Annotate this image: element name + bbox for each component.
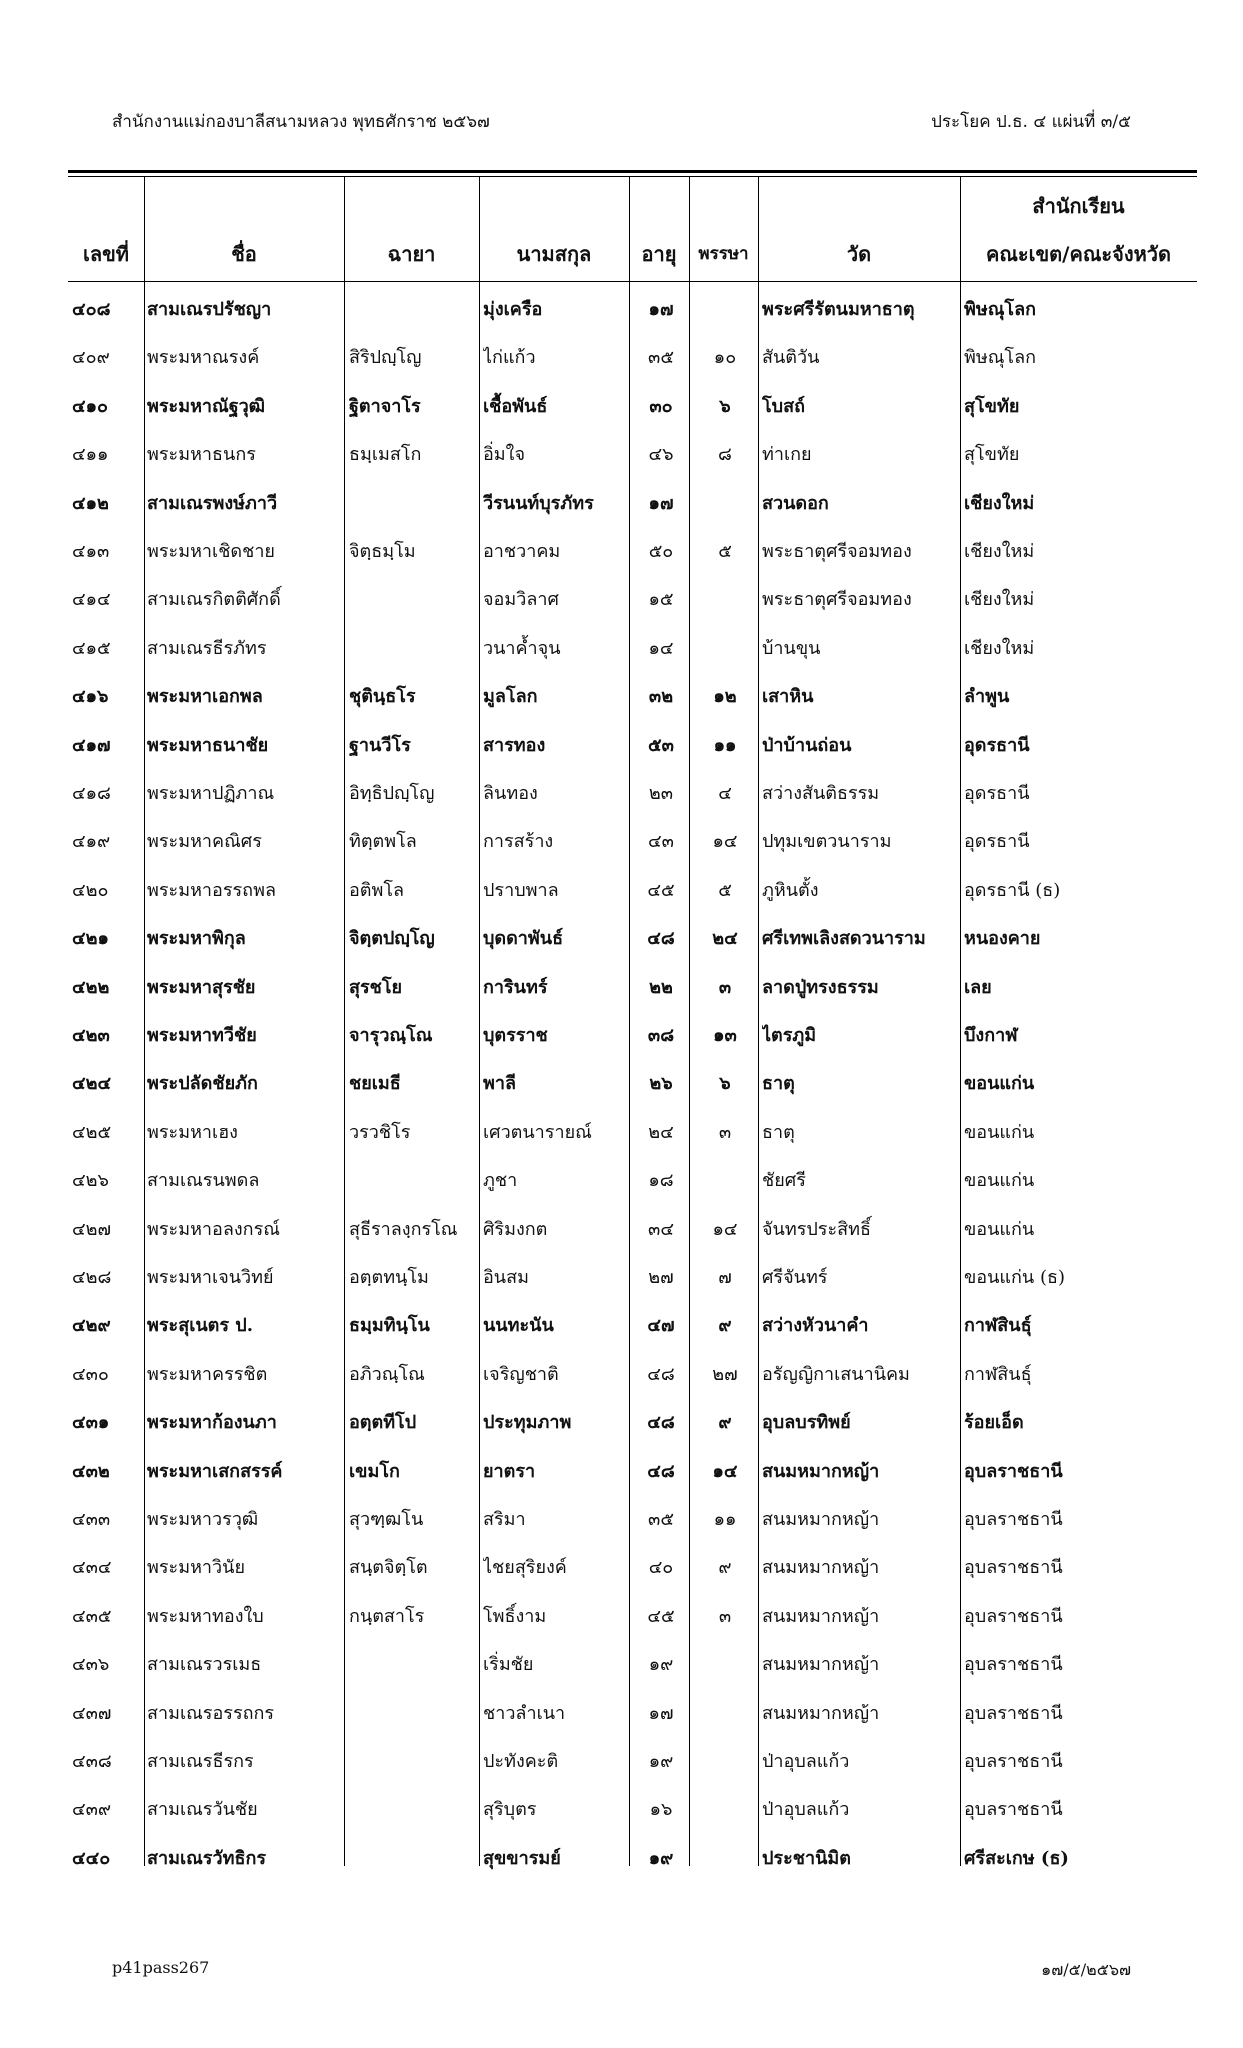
row-name: พระมหาอลงกรณ์ (147, 1218, 280, 1240)
row-age: ๔๕ (647, 1605, 675, 1627)
row-wat: สว่างสันติธรรม (762, 783, 880, 804)
row-chaya: กนฺตสาโร (349, 1605, 425, 1627)
table-row (0, 1395, 1243, 1443)
row-wat: ภูหินตั้ง (762, 879, 819, 901)
row-wat: บ้านขุน (762, 637, 821, 659)
row-surname: เศวตนารายณ์ (483, 1121, 592, 1143)
table-row (0, 1298, 1243, 1346)
row-office: พิษณุโลก (964, 299, 1037, 320)
row-number: ๔๓๒ (72, 1460, 110, 1482)
row-chaya: ธมฺเมสโก (349, 444, 422, 466)
row-surname: สริมา (483, 1509, 526, 1530)
header-office-line2: คณะเขต/คณะจังหวัด (985, 242, 1172, 266)
row-name: พระมหาธนกร (147, 444, 256, 466)
table-row (0, 911, 1243, 959)
row-phansa: ๒๗ (712, 1363, 738, 1385)
row-number: ๔๒๔ (72, 1073, 112, 1095)
row-office: อุบลราชธานี (964, 1557, 1063, 1579)
table-row (0, 1540, 1243, 1588)
row-surname: ชาวลำเนา (483, 1702, 566, 1724)
row-wat: ป่าอุบลแก้ว (762, 1799, 850, 1821)
header-office-line1: สำนักเรียน (1032, 194, 1125, 218)
row-chaya: อตฺตทีโป (349, 1412, 417, 1434)
row-number: ๔๒๙ (72, 1315, 111, 1337)
row-phansa: ๙ (718, 1315, 732, 1337)
row-name: พระมหาครรชิต (147, 1363, 268, 1385)
row-name: พระมหาเสกสรรค์ (147, 1460, 283, 1482)
row-name: สามเณรวัทธิกร (147, 1847, 267, 1869)
row-surname: สุริบุตร (483, 1799, 537, 1821)
row-wat: สว่างหัวนาคำ (762, 1315, 869, 1337)
row-surname: ไชยสุริยงค์ (483, 1557, 567, 1579)
row-number: ๔๑๘ (72, 783, 111, 804)
row-name: พระมหาปฏิภาณ (147, 783, 275, 804)
row-number: ๔๓๙ (72, 1799, 112, 1821)
table-row (0, 863, 1243, 911)
row-chaya: ทิตฺตพโล (349, 831, 417, 853)
row-wat: สนมหมากหญ้า (762, 1557, 880, 1579)
row-number: ๔๓๑ (72, 1412, 110, 1434)
row-surname: ศิริมงกต (483, 1218, 548, 1240)
row-office: อุบลราชธานี (964, 1799, 1063, 1821)
row-age: ๒๔ (648, 1121, 674, 1143)
row-age: ๒๒ (649, 976, 673, 998)
row-name: พระมหาณรงค์ (147, 347, 260, 369)
row-office: อุบลราชธานี (964, 1654, 1063, 1676)
header-chaya: ฉายา (387, 242, 436, 266)
row-phansa: ๑๔ (712, 1460, 738, 1482)
row-surname: นนทะนัน (483, 1315, 554, 1337)
row-surname: วนาค้ำจุน (483, 637, 561, 659)
row-surname: เริ่มชัย (483, 1654, 534, 1676)
row-number: ๔๓๕ (72, 1605, 112, 1627)
row-age: ๔๓ (648, 831, 674, 853)
row-wat: ชัยศรี (762, 1170, 806, 1192)
row-wat: สนมหมากหญ้า (762, 1605, 880, 1627)
row-name: พระมหาทวีชัย (147, 1025, 257, 1046)
row-wat: เสาหิน (762, 686, 814, 708)
row-chaya: ชยเมธี (349, 1073, 401, 1095)
row-chaya: เขมโก (349, 1460, 400, 1482)
row-name: สามเณรกิตติศักดิ์ (147, 589, 281, 611)
table-row (0, 718, 1243, 766)
row-wat: ศรีเทพเลิงสดวนาราม (762, 928, 926, 950)
row-name: สามเณรวันชัย (147, 1799, 258, 1821)
row-surname: บุดดาพันธ์ (483, 928, 564, 950)
row-name: สามเณรพงษ์ภาวี (147, 492, 278, 514)
row-office: อุดรธานี (964, 783, 1030, 804)
row-number: ๔๑๙ (72, 831, 111, 853)
row-name: พระมหาทองใบ (147, 1605, 264, 1627)
row-number: ๔๓๗ (72, 1702, 112, 1724)
row-number: ๔๑๒ (72, 492, 109, 514)
row-wat: ป่าบ้านถ่อน (762, 734, 852, 756)
row-office: กาฬสินธุ์ (964, 1363, 1032, 1385)
row-phansa: ๕ (718, 541, 732, 562)
row-chaya: อิทฺธิปญฺโญ (349, 783, 435, 804)
row-office: เชียงใหม่ (964, 589, 1035, 611)
table-row (0, 1347, 1243, 1395)
row-age: ๑๙ (648, 1751, 674, 1772)
row-office: สุโขทัย (964, 395, 1020, 417)
row-office: เลย (964, 976, 992, 998)
row-phansa: ๑๑ (713, 1509, 737, 1530)
table-row (0, 1831, 1243, 1879)
row-phansa: ๘ (718, 444, 732, 466)
row-surname: อินสม (483, 1267, 529, 1288)
row-phansa: ๖ (719, 395, 731, 417)
row-phansa: ๔ (718, 783, 732, 804)
row-phansa: ๙ (718, 1412, 732, 1434)
table-row (0, 524, 1243, 572)
row-phansa: ๓ (718, 1605, 732, 1627)
row-number: ๔๑๐ (72, 395, 109, 417)
row-name: พระปลัดชัยภัก (147, 1073, 258, 1095)
table-row (0, 282, 1243, 330)
row-office: เชียงใหม่ (964, 637, 1035, 659)
row-age: ๔๖ (648, 444, 674, 466)
row-age: ๓๒ (648, 686, 674, 708)
table-row (0, 330, 1243, 378)
row-office: อุบลราชธานี (964, 1751, 1063, 1772)
row-wat: ไตรภูมิ (762, 1025, 817, 1046)
row-office: อุบลราชธานี (964, 1702, 1063, 1724)
row-wat: สนมหมากหญ้า (762, 1702, 880, 1724)
row-office: เชียงใหม่ (964, 492, 1035, 514)
row-age: ๓๘ (647, 1025, 675, 1046)
row-phansa: ๑๓ (713, 1025, 737, 1046)
row-surname: สารทอง (483, 734, 546, 756)
row-name: สามเณรอรรถกร (147, 1702, 275, 1724)
table-row (0, 960, 1243, 1008)
row-number: ๔๔๐ (72, 1847, 111, 1869)
row-name: พระมหาวินัย (147, 1557, 245, 1579)
row-age: ๔๘ (647, 928, 675, 950)
row-office: อุดรธานี (964, 734, 1030, 756)
row-surname: ปราบพาล (483, 879, 559, 901)
row-chaya: สุวฑฺฒโน (349, 1509, 424, 1530)
row-phansa: ๓ (718, 976, 732, 998)
row-chaya: อติพโล (349, 879, 405, 901)
row-office: เชียงใหม่ (964, 541, 1035, 562)
row-number: ๔๒๒ (72, 976, 110, 998)
table-row (0, 766, 1243, 814)
row-number: ๔๑๓ (72, 541, 110, 562)
row-wat: สนมหมากหญ้า (762, 1460, 880, 1482)
row-chaya: สุรชโย (349, 976, 403, 998)
row-name: พระมหาก้องนภา (147, 1412, 277, 1434)
row-phansa: ๑๔ (712, 831, 738, 853)
row-number: ๔๓๔ (72, 1557, 112, 1579)
row-age: ๔๘ (647, 1412, 675, 1434)
row-wat: พระธาตุศรีจอมทอง (762, 541, 912, 562)
row-chaya: อตฺตทนฺโม (349, 1267, 429, 1288)
row-name: พระมหาธนาชัย (147, 734, 269, 756)
row-office: พิษณุโลก (964, 347, 1037, 369)
table-row (0, 621, 1243, 669)
header-name: ชื่อ (231, 242, 257, 266)
row-office: อุดรธานี (964, 831, 1030, 853)
row-chaya: ชุตินฺธโร (349, 686, 416, 708)
row-age: ๑๖ (649, 1799, 673, 1821)
row-age: ๒๖ (649, 1073, 673, 1095)
row-office: อุดรธานี (ธ) (964, 879, 1061, 901)
row-name: พระมหาสุรชัย (147, 976, 256, 998)
row-number: ๔๑๗ (72, 734, 111, 756)
row-name: พระสุเนตร ป. (147, 1315, 253, 1337)
footer-code: p41pass267 (112, 1958, 210, 1977)
row-age: ๒๗ (648, 1267, 674, 1288)
row-phansa: ๖ (719, 1073, 731, 1095)
row-office: ร้อยเอ็ด (964, 1412, 1024, 1434)
row-age: ๑๗ (648, 299, 674, 320)
row-wat: อรัญญิกาเสนานิคม (762, 1363, 910, 1385)
row-age: ๓๕ (648, 1509, 674, 1530)
row-surname: บุตรราช (483, 1025, 548, 1046)
table-row (0, 427, 1243, 475)
table-row (0, 1589, 1243, 1637)
row-number: ๔๒๘ (72, 1267, 112, 1288)
row-number: ๔๐๙ (72, 347, 110, 369)
row-age: ๓๐ (649, 395, 673, 417)
row-office: ขอนแก่น (ธ) (964, 1267, 1065, 1288)
row-chaya: อภิวณฺโณ (349, 1363, 425, 1385)
table-row (0, 1492, 1243, 1540)
row-age: ๔๘ (647, 1363, 675, 1385)
row-chaya: สิริปญฺโญ (349, 347, 422, 369)
table-row (0, 1056, 1243, 1104)
row-age: ๔๐ (648, 1557, 674, 1579)
row-surname: เชื้อพันธ์ (483, 395, 548, 417)
table-row (0, 476, 1243, 524)
row-age: ๑๘ (648, 1170, 674, 1192)
table-row (0, 1105, 1243, 1153)
row-phansa: ๙ (718, 1557, 732, 1579)
table-row (0, 1734, 1243, 1782)
row-number: ๔๒๐ (72, 879, 109, 901)
row-wat: ป่าอุบลแก้ว (762, 1751, 850, 1772)
table-row (0, 1153, 1243, 1201)
row-chaya: จิตฺตปญฺโญ (349, 928, 435, 950)
row-phansa: ๑๑ (713, 734, 737, 756)
row-surname: การสร้าง (483, 831, 554, 853)
row-age: ๔๘ (647, 1460, 675, 1482)
row-surname: ประทุมภาพ (483, 1412, 572, 1434)
row-number: ๔๑๕ (72, 637, 111, 659)
row-surname: มุ่งเครือ (483, 299, 543, 320)
table-row (0, 814, 1243, 862)
row-surname: โพธิ์งาม (483, 1605, 547, 1627)
row-office: อุบลราชธานี (964, 1605, 1063, 1627)
row-surname: อิ่มใจ (483, 444, 526, 466)
row-wat: สนมหมากหญ้า (762, 1654, 880, 1676)
row-age: ๕๐ (648, 541, 674, 562)
table-row (0, 1782, 1243, 1830)
row-age: ๔๗ (647, 1315, 675, 1337)
row-office: ขอนแก่น (964, 1218, 1035, 1240)
row-number: ๔๓๖ (72, 1654, 110, 1676)
row-name: สามเณรธีรภัทร (147, 637, 267, 659)
row-phansa: ๕ (718, 879, 732, 901)
row-office: อุบลราชธานี (964, 1509, 1063, 1530)
row-surname: ยาตรา (483, 1460, 536, 1482)
table-top-rule-thick (68, 170, 1197, 173)
header-surname: นามสกุล (516, 242, 592, 266)
row-office: กาฬสินธุ์ (964, 1315, 1032, 1337)
table-row (0, 1250, 1243, 1298)
row-office: อุบลราชธานี (964, 1460, 1063, 1482)
row-name: สามเณรธีรกร (147, 1751, 254, 1772)
row-wat: ประชานิมิต (762, 1847, 851, 1869)
table-top-rule-thin (68, 176, 1197, 177)
table-row (0, 1686, 1243, 1734)
row-age: ๕๓ (648, 734, 674, 756)
header-page-info: ประโยค ป.ธ. ๔ แผ่นที่ ๓/๕ (931, 112, 1131, 132)
row-wat: พระศรีรัตนมหาธาตุ (762, 299, 915, 320)
row-chaya: จิตฺธมฺโม (349, 541, 416, 562)
row-wat: ลาดปู่ทรงธรรม (762, 976, 879, 998)
row-number: ๔๒๓ (72, 1025, 110, 1046)
row-phansa: ๓ (718, 1121, 732, 1143)
header-office-title: สำนักงานแม่กองบาลีสนามหลวง พุทธศักราช ๒๕๖๗ (112, 112, 490, 132)
row-office: ขอนแก่น (964, 1073, 1035, 1095)
row-number: ๔๓๐ (72, 1363, 109, 1385)
header-age: อายุ (641, 242, 677, 266)
row-name: พระมหาอรรถพล (147, 879, 276, 901)
row-number: ๔๒๑ (72, 928, 109, 950)
row-chaya: วรวชิโร (349, 1121, 411, 1143)
row-office: ลำพูน (964, 686, 1010, 708)
row-number: ๔๒๕ (72, 1121, 112, 1143)
row-number: ๔๐๘ (72, 299, 111, 320)
row-name: สามเณรปรัชญา (147, 299, 272, 320)
table-row (0, 379, 1243, 427)
row-surname: พาลี (483, 1073, 517, 1095)
row-age: ๒๓ (648, 783, 674, 804)
header-no: เลขที่ (83, 242, 129, 266)
row-number: ๔๓๓ (72, 1509, 111, 1530)
row-chaya: สนฺตจิตฺโต (349, 1557, 428, 1579)
row-name: พระมหาคณิศร (147, 831, 262, 853)
row-chaya: ฐิตาจาโร (349, 395, 421, 417)
row-phansa: ๒๔ (712, 928, 738, 950)
row-office: สุโขทัย (964, 444, 1020, 466)
row-office: ขอนแก่น (964, 1121, 1035, 1143)
row-number: ๔๑๔ (72, 589, 111, 611)
row-name: พระมหาณัฐวุฒิ (147, 395, 266, 417)
row-age: ๑๙ (648, 1847, 674, 1869)
row-wat: ปทุมเขตวนาราม (762, 831, 892, 853)
row-phansa: ๑๒ (713, 686, 737, 708)
row-office: บึงกาฬ (964, 1025, 1018, 1046)
header-phansa: พรรษา (698, 244, 749, 264)
table-row (0, 1444, 1243, 1492)
row-name: พระมหาพิกุล (147, 928, 246, 950)
row-wat: โบสถ์ (762, 395, 805, 417)
row-age: ๑๗ (648, 1702, 674, 1724)
row-name: พระมหาเอกพล (147, 686, 263, 708)
footer-date: ๑๗/๕/๒๕๖๗ (1041, 1960, 1131, 1979)
row-age: ๔๕ (647, 879, 675, 901)
header-wat: วัด (846, 242, 872, 266)
row-surname: ไก่แก้ว (483, 347, 536, 369)
row-surname: การินทร์ (483, 976, 548, 998)
row-age: ๑๔ (648, 637, 674, 659)
row-phansa: ๑๐ (713, 347, 737, 369)
table-row (0, 669, 1243, 717)
row-wat: ศรีจันทร์ (762, 1267, 828, 1288)
row-surname: ลินทอง (483, 783, 538, 804)
row-surname: มูลโลก (483, 686, 538, 708)
row-chaya: ธมฺมทินฺโน (349, 1315, 430, 1337)
row-name: สามเณรวรเมธ (147, 1654, 262, 1676)
row-age: ๑๗ (648, 492, 674, 514)
row-age: ๑๕ (648, 589, 674, 611)
row-wat: ธาตุ (762, 1073, 795, 1095)
row-age: ๑๙ (648, 1654, 674, 1676)
row-surname: ปะทังคะติ (483, 1751, 559, 1772)
row-phansa: ๑๔ (712, 1218, 738, 1240)
row-name: พระมหาเชิดชาย (147, 541, 275, 562)
row-wat: สันติวัน (762, 347, 820, 369)
row-number: ๔๓๘ (72, 1751, 112, 1772)
row-office: หนองคาย (964, 928, 1041, 950)
row-office: ศรีสะเกษ (ธ) (964, 1847, 1069, 1869)
row-age: ๓๔ (648, 1218, 674, 1240)
row-surname: เจริญชาติ (483, 1363, 559, 1385)
row-wat: อุบลบรทิพย์ (762, 1412, 851, 1434)
row-name: พระมหาเจนวิทย์ (147, 1267, 274, 1288)
table-row (0, 1008, 1243, 1056)
row-age: ๓๕ (648, 347, 674, 369)
row-wat: สนมหมากหญ้า (762, 1509, 880, 1530)
row-surname: อาชวาคม (483, 541, 561, 562)
row-surname: วีรนนท์บุรภัทร (483, 492, 594, 514)
row-surname: ภูชา (483, 1170, 518, 1192)
table-row (0, 1637, 1243, 1685)
row-surname: สุขขารมย์ (483, 1847, 561, 1869)
row-name: สามเณรนพดล (147, 1170, 260, 1192)
row-name: พระมหาวรวุฒิ (147, 1509, 259, 1530)
row-office: ขอนแก่น (964, 1170, 1035, 1192)
page-header (112, 108, 1131, 138)
row-number: ๔๒๗ (72, 1218, 112, 1240)
row-wat: ท่าเกย (762, 444, 812, 466)
row-number: ๔๒๖ (72, 1170, 109, 1192)
row-surname: จอมวิลาศ (483, 589, 559, 611)
row-wat: จันทรประสิทธิ์ (762, 1218, 871, 1240)
row-wat: สวนดอก (762, 492, 829, 514)
row-chaya: จารุวณฺโณ (349, 1025, 433, 1046)
row-phansa: ๗ (718, 1267, 732, 1288)
table-row (0, 1202, 1243, 1250)
row-chaya: สุธีราลงฺกรโณ (349, 1218, 458, 1240)
row-wat: ธาตุ (762, 1121, 795, 1143)
table-row (0, 572, 1243, 620)
row-chaya: ฐานวีโร (349, 734, 411, 756)
row-name: พระมหาเฮง (147, 1121, 238, 1143)
row-number: ๔๑๖ (72, 686, 109, 708)
row-number: ๔๑๑ (72, 444, 109, 466)
row-wat: พระธาตุศรีจอมทอง (762, 589, 912, 611)
